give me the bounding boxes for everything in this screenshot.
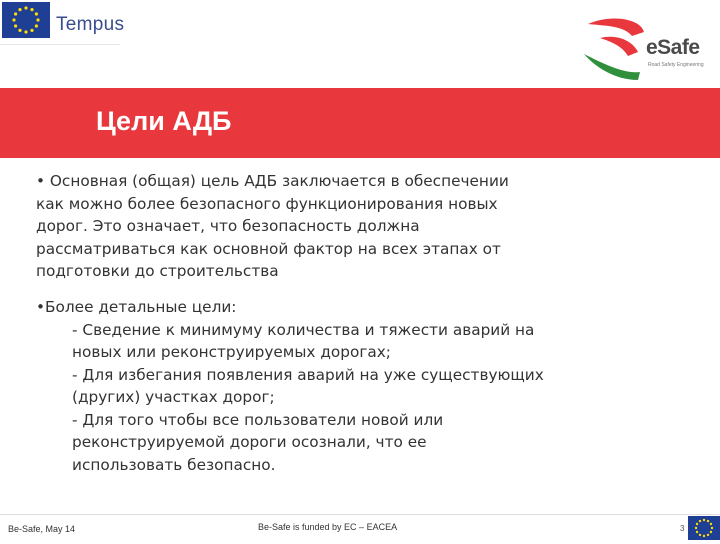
list-item: использовать безопасно.: [72, 455, 276, 474]
eu-flag-icon: [2, 2, 50, 38]
main-goal-paragraph: [36, 170, 616, 283]
esafe-tagline: Road Safety Engineering: [648, 62, 704, 68]
list-item: - Для избегания появления аварий на уже существующих: [72, 365, 544, 384]
footer-funding: Be-Safe is funded by EC – EACEA: [258, 522, 398, 532]
page-number: 3: [680, 524, 685, 533]
list-item: реконструируемой дороги осознали, что ее: [72, 433, 427, 451]
list-item: новых или реконструируемых дорогах;: [72, 343, 391, 361]
esafe-wordmark: eSafe: [646, 36, 700, 59]
slide-title: Цели АДБ: [96, 106, 232, 136]
footer-divider: [0, 514, 720, 515]
list-item: - Для того чтобы все пользователи новой или: [72, 410, 444, 429]
list-item: - Сведение к минимуму количества и тяжести аварий на: [72, 320, 535, 339]
detailed-goals-paragraph: [36, 296, 616, 476]
text-line: как можно более безопасного функционирования новых: [36, 194, 498, 213]
eu-stars-icon: [2, 2, 50, 38]
tempus-wordmark: Tempus: [56, 14, 125, 35]
tempus-logo: [0, 0, 125, 45]
text-line: подготовки до строительства: [36, 262, 279, 280]
text-line: рассматриваться как основной фактор на всех этапах от: [36, 239, 501, 258]
list-item: (других) участках дорог;: [72, 388, 275, 406]
footer-date: Be-Safe, May 14: [8, 524, 76, 534]
detailed-goals-lead: •Более детальные цели:: [36, 298, 237, 316]
text-line: дорог. Это означает, что безопасность должна: [36, 217, 420, 235]
footer-eu-flag-icon: [688, 516, 720, 540]
footer-eu-stars-icon: [688, 516, 720, 540]
text-line: • Основная (общая) цель АДБ заключается в обеспечении: [36, 172, 509, 190]
